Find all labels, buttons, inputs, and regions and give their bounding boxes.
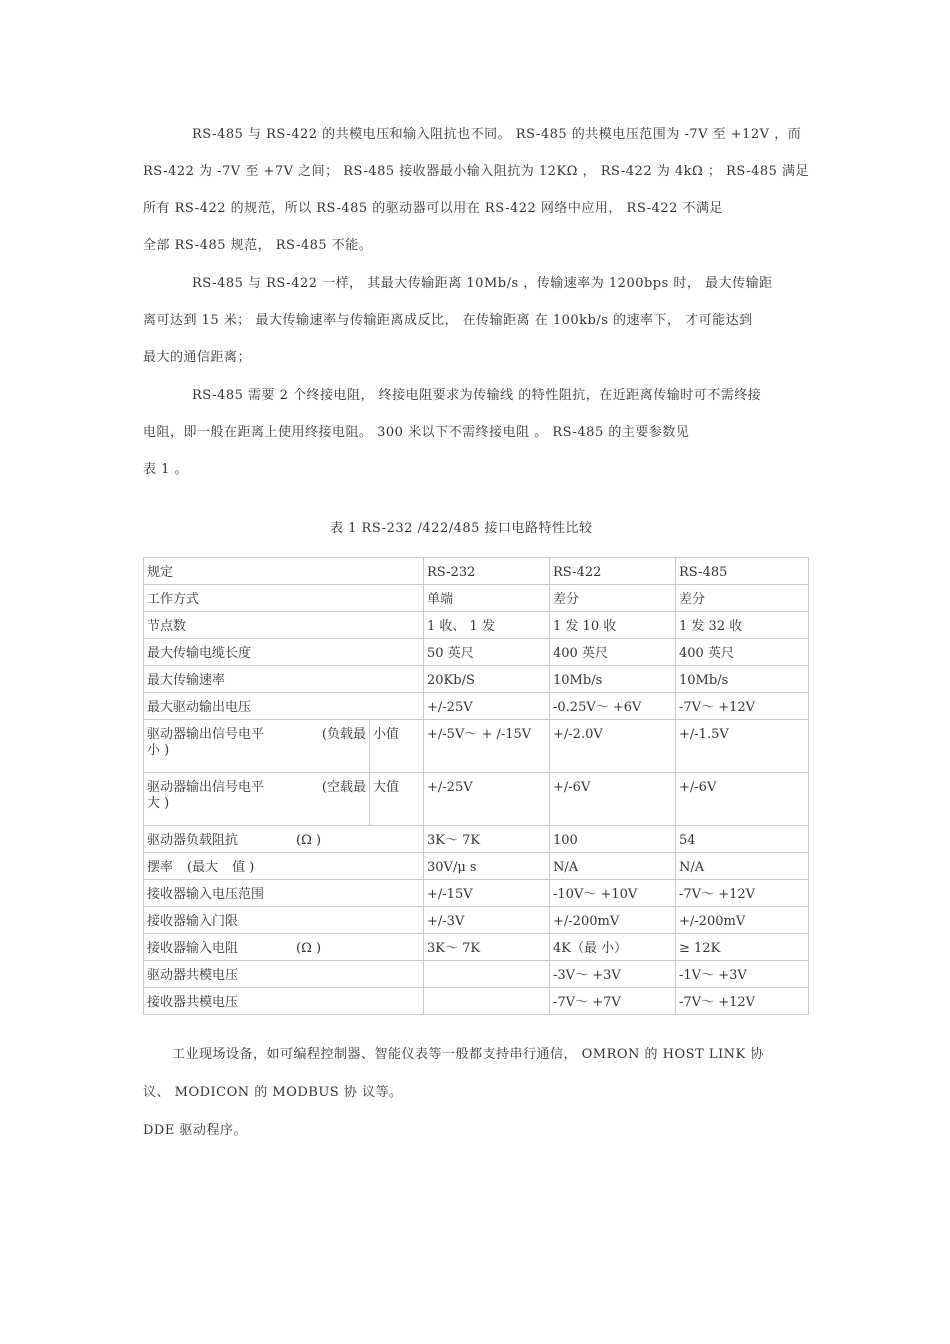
cell-label-paren: (空载最 (321, 780, 366, 795)
table-cell: 3K～ 7K (424, 934, 550, 961)
table-header-cell: RS-422 (550, 558, 676, 585)
table-cell (144, 826, 424, 853)
table-cell: 400 英尺 (550, 639, 676, 666)
cell-label-paren: (最大 (187, 860, 219, 875)
comparison-table (143, 557, 809, 1015)
table-row (144, 934, 809, 961)
table-cell: -0.25V～ +6V (550, 693, 676, 720)
text-line: RS-485 与 RS-422 的共模电压和输入阻抗也不同。 RS-485 的共模电压范围为 -7V 至 +12V ，而 (192, 127, 802, 142)
table-header-cell: 规定 (144, 558, 424, 585)
table-cell (424, 988, 550, 1015)
table-cell: 接收器输入门限 (144, 907, 424, 934)
table-cell: -1V～ +3V (676, 961, 809, 988)
table-cell: 100 (550, 826, 676, 853)
table-cell: 54 (676, 826, 809, 853)
table-cell: 4K（最 小） (550, 934, 676, 961)
table-cell: -3V～ +3V (550, 961, 676, 988)
table-row (144, 585, 809, 612)
table-cell: 20Kb/S (424, 666, 550, 693)
table-cell: 大值 (370, 773, 424, 826)
cell-label-cont: 大 ) (147, 796, 170, 811)
text-line: RS-485 需要 2 个终接电阻， 终接电阻要求为传输线 的特性阻抗，在近距离传输时可不需终接 (192, 388, 762, 403)
table-cell: 小值 (370, 720, 424, 773)
table-cell: +/-6V (550, 773, 676, 826)
table-caption: 表 1 RS-232 /422/485 接口电路特性比较 (330, 521, 593, 536)
table-cell (144, 853, 424, 880)
table-cell: -7V～ +12V (676, 988, 809, 1015)
text-line: DDE 驱动程序。 (143, 1123, 247, 1138)
table-header-row (144, 558, 809, 585)
text-line: 工业现场设备，如可编程控制器、智能仪表等一般都支持串行通信， OMRON 的 HOST LINK 协 (172, 1047, 764, 1062)
cell-label: 接收器输入电阻 (147, 941, 239, 956)
cell-label: 驱动器输出信号电平 (147, 780, 265, 795)
table-row (144, 773, 809, 826)
cell-label: 驱动器负载阻抗 (147, 833, 239, 848)
table-row (144, 961, 809, 988)
text-line: RS-422 为 -7V 至 +7V 之间； RS-485 接收器最小输入阻抗为 12KΩ ， RS-422 为 4kΩ ； RS-485 满足 (143, 164, 810, 179)
table-header-cell: RS-232 (424, 558, 550, 585)
table-cell (424, 961, 550, 988)
table-cell: +/-200mV (676, 907, 809, 934)
text-line: 最大的通信距离； (143, 350, 252, 365)
table-row (144, 907, 809, 934)
table-cell: 最大传输电缆长度 (144, 639, 424, 666)
table-cell: N/A (550, 853, 676, 880)
table-cell: -10V～ +10V (550, 880, 676, 907)
table-cell: +/-200mV (550, 907, 676, 934)
table-cell (144, 720, 370, 773)
table-cell: 最大传输速率 (144, 666, 424, 693)
table-row (144, 853, 809, 880)
table-row (144, 666, 809, 693)
table-cell: +/-15V (424, 880, 550, 907)
table-cell: +/-5V～ + /-15V (424, 720, 550, 773)
table-row (144, 880, 809, 907)
cell-label: 驱动器输出信号电平 (147, 727, 265, 742)
table-cell: 1 发 10 收 (550, 612, 676, 639)
table-cell: +/-25V (424, 693, 550, 720)
table-cell (144, 773, 370, 826)
text-line: 议、 MODICON 的 MODBUS 协 议等。 (143, 1085, 403, 1100)
text-line: 全部 RS-485 规范， RS-485 不能。 (143, 238, 373, 253)
table-cell: 工作方式 (144, 585, 424, 612)
table-cell: 1 收、 1 发 (424, 612, 550, 639)
table-cell: 400 英尺 (676, 639, 809, 666)
table-cell: 3K～ 7K (424, 826, 550, 853)
text-line: 所有 RS-422 的规范，所以 RS-485 的驱动器可以用在 RS-422 网络中应用， RS-422 不满足 (143, 201, 724, 216)
cell-label-cont: 小 ) (147, 743, 170, 758)
table-cell: 30V/μ s (424, 853, 550, 880)
table-row (144, 612, 809, 639)
cell-label-unit: (Ω ) (296, 941, 322, 956)
table-cell: 单端 (424, 585, 550, 612)
table-row (144, 720, 809, 773)
text-line: RS-485 与 RS-422 一样， 其最大传输距离 10Mb/s ，传输速率为 1200bps 时， 最大传输距 (192, 276, 773, 291)
table-header-cell: RS-485 (676, 558, 809, 585)
text-line: 表 1 。 (143, 462, 189, 477)
table-cell: +/-3V (424, 907, 550, 934)
table-row (144, 988, 809, 1015)
table-cell: +/-25V (424, 773, 550, 826)
table-cell: 差分 (550, 585, 676, 612)
table-cell: 50 英尺 (424, 639, 550, 666)
cell-label-paren: (负载最 (321, 727, 366, 742)
table-row (144, 826, 809, 853)
text-line: 电阻，即一般在距离上使用终接电阻。 300 米以下不需终接电阻 。 RS-485 的主要参数见 (143, 425, 690, 440)
table-cell: +/-2.0V (550, 720, 676, 773)
table-cell: 驱动器共模电压 (144, 961, 424, 988)
cell-label: 摆率 (147, 860, 174, 875)
table-cell (144, 934, 424, 961)
table-cell: -7V～ +12V (676, 693, 809, 720)
table-cell: N/A (676, 853, 809, 880)
table-cell: -7V～ +7V (550, 988, 676, 1015)
cell-label-unit: (Ω ) (296, 833, 322, 848)
table-cell: 10Mb/s (550, 666, 676, 693)
table-cell: 接收器输入电压范围 (144, 880, 424, 907)
cell-label-cont: 值 ) (232, 860, 255, 875)
table-cell: 接收器共模电压 (144, 988, 424, 1015)
table-row (144, 693, 809, 720)
text-line: 离可达到 15 米； 最大传输速率与传输距离成反比， 在传输距离 在 100kb/s 的速率下， 才可能达到 (143, 313, 753, 328)
table-cell: +/-1.5V (676, 720, 809, 773)
table-cell: 最大驱动输出电压 (144, 693, 424, 720)
table-cell: 10Mb/s (676, 666, 809, 693)
table-cell: 节点数 (144, 612, 424, 639)
table-cell: -7V～ +12V (676, 880, 809, 907)
table-cell: ≥ 12K (676, 934, 809, 961)
table-cell: +/-6V (676, 773, 809, 826)
table-cell: 差分 (676, 585, 809, 612)
table-cell: 1 发 32 收 (676, 612, 809, 639)
table-row (144, 639, 809, 666)
